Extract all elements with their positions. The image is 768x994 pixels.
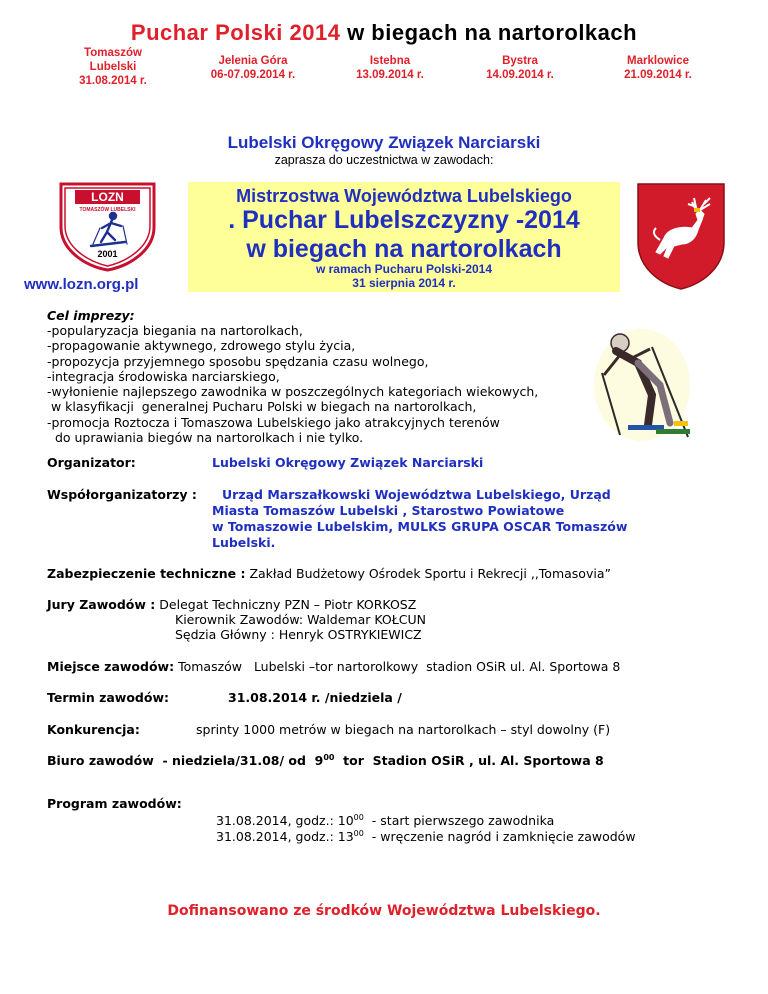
venue-marklowice xyxy=(608,54,708,82)
competition-value-row xyxy=(196,722,610,737)
program-label: Program zawodów: xyxy=(47,796,182,811)
program-time: 31.08.2014, godz.: 10 xyxy=(216,813,354,829)
program-item xyxy=(216,813,554,828)
goal-item: -wyłonienie najlepszego zawodnika w poszczególnych kategoriach wiekowych, xyxy=(47,384,539,400)
place-value: Tomaszów Lubelski –tor nartorolkowy stadion OSiR ul. Al. Sportowa 8 xyxy=(178,659,621,674)
coorganizers-line1 xyxy=(222,487,611,502)
competition-value: sprinty 1000 metrów w biegach na nartorolkach – styl dowolny (F) xyxy=(196,722,611,737)
coorganizers-line4 xyxy=(212,535,275,550)
invite-text: zaprasza do uczestnictwa w zawodach: xyxy=(274,153,494,167)
website-link[interactable]: www.lozn.org.pl xyxy=(24,276,139,293)
jury-line: Kierownik Zawodów: Waldemar KOŁCUN xyxy=(175,612,426,627)
venue-date: 14.09.2014 r. xyxy=(486,69,554,81)
cup-title-line1: . Puchar Lubelszczyzny -2014 xyxy=(228,206,580,234)
office-row xyxy=(47,753,604,768)
security-label: Zabezpieczenie techniczne : xyxy=(47,566,246,581)
goal-item: -propagowanie aktywnego, zdrowego stylu życia, xyxy=(47,338,356,354)
goal-item: -promocja Roztocza i Tomaszowa Lubelskiego jako atrakcyjnych terenów xyxy=(47,414,500,430)
coorganizers-text: Urząd Marszałkowski Województwa Lubelskiego, Urząd xyxy=(222,487,611,502)
venue-jelenia-gora xyxy=(198,54,308,82)
term-row xyxy=(47,690,169,705)
jury-label: Jury Zawodów : xyxy=(47,597,156,612)
event-subtitle xyxy=(188,262,620,290)
program-label-row xyxy=(47,796,182,811)
venue-date: 31.08.2014 r. xyxy=(79,75,147,87)
title-red: Puchar Polski 2014 xyxy=(130,20,341,45)
goal-item: w klasyfikacji generalnej Pucharu Polski w biegach na nartorolkach, xyxy=(47,399,477,415)
funding-note: Dofinansowano ze środków Województwa Lubelskiego. xyxy=(167,903,601,919)
program-desc: - start pierwszego zawodnika xyxy=(363,813,555,829)
jury-line: Sędzia Główny : Henryk OSTRYKIEWICZ xyxy=(175,627,422,642)
goals-title: Cel imprezy: xyxy=(47,308,135,323)
logo-year: 2001 xyxy=(97,249,118,259)
goal-item: do uprawiania biegów na nartorolkach i nie tylko. xyxy=(47,430,364,446)
rollerskier-illustration xyxy=(590,325,695,445)
jury-line: Delegat Techniczny PZN – Piotr KORKOSZ xyxy=(159,597,417,612)
venue-bystra xyxy=(470,54,570,82)
cup-title-line2: w biegach na nartorolkach xyxy=(246,235,562,263)
logo-acronym: LOZN xyxy=(91,190,124,204)
jury-line3-row xyxy=(175,627,422,642)
page-title xyxy=(0,20,768,46)
coorganizers-label-row xyxy=(47,487,197,502)
coorganizers-text: w Tomaszowie Lubelskim, MULKS GRUPA OSCAR Tomaszów xyxy=(212,519,628,534)
venue-istebna xyxy=(340,54,440,82)
venue-name: Marklowice xyxy=(627,55,689,67)
coorganizers-line3 xyxy=(212,519,627,534)
organizer-label: Organizator: xyxy=(47,455,136,470)
security-row xyxy=(47,566,611,581)
program-item xyxy=(216,829,636,844)
goal-item: -integracja środowiska narciarskiego, xyxy=(47,368,280,384)
venue-date: 21.09.2014 r. xyxy=(624,69,692,81)
venue-name: Jelenia Góra xyxy=(218,55,288,67)
venue-name: Bystra xyxy=(502,55,538,67)
championship-title: Mistrzostwa Województwa Lubelskiego xyxy=(236,186,572,206)
jury-line2-row xyxy=(175,612,426,627)
competition-row xyxy=(47,722,140,737)
goals-list xyxy=(47,323,538,445)
competition-label: Konkurencja: xyxy=(47,722,140,737)
place-row xyxy=(47,659,620,674)
jury-row xyxy=(47,597,416,612)
goal-item: -popularyzacja biegania na nartorolkach, xyxy=(47,323,303,338)
within-text: w ramach Pucharu Polski-2014 xyxy=(315,262,493,276)
venue-date: 06-07.09.2014 r. xyxy=(210,69,296,81)
venue-name: Tomaszów xyxy=(84,47,142,59)
coorganizers-text: Lubelski. xyxy=(212,535,276,550)
office-sup: 00 xyxy=(323,753,335,762)
venue-name-2: Lubelski xyxy=(89,61,137,73)
venue-date: 13.09.2014 r. xyxy=(356,69,424,81)
coorganizers-label: Współorganizatorzy : xyxy=(47,487,197,502)
organizer-value: Lubelski Okręgowy Związek Narciarski xyxy=(212,455,484,470)
coorganizers-line2 xyxy=(212,503,564,518)
term-value: 31.08.2014 r. /niedziela / xyxy=(228,690,402,705)
goal-item: -propozycja przyjemnego sposobu spędzania czasu wolnego, xyxy=(47,353,429,369)
organizer-heading: Lubelski Okręgowy Związek Narciarski xyxy=(227,133,541,152)
event-date: 31 sierpnia 2014 r. xyxy=(352,276,456,290)
lozn-logo xyxy=(55,182,160,272)
coat-of-arms xyxy=(634,180,728,292)
program-time-sup: 00 xyxy=(353,813,364,822)
logo-subtitle: TOMASZÓW LUBELSKI xyxy=(79,207,136,213)
title-black: w biegach na nartorolkach xyxy=(340,20,638,45)
organizer-row xyxy=(47,455,136,470)
coorganizers-text: Miasta Tomaszów Lubelski , Starostwo Powiatowe xyxy=(212,503,565,518)
venue-tomaszow xyxy=(78,46,148,88)
office-text: Biuro zawodów - niedziela/31.08/ od 9 xyxy=(47,753,324,769)
term-value-row xyxy=(228,690,402,705)
program-desc: - wręczenie nagród i zamknięcie zawodów xyxy=(363,829,636,845)
program-time-sup: 00 xyxy=(353,829,364,838)
place-label: Miejsce zawodów: xyxy=(47,659,175,674)
venue-name: Istebna xyxy=(369,55,411,67)
organizer-value-row xyxy=(212,455,483,470)
program-time: 31.08.2014, godz.: 13 xyxy=(216,829,354,845)
office-rest: tor Stadion OSiR , ul. Al. Sportowa 8 xyxy=(334,753,604,769)
term-label: Termin zawodów: xyxy=(47,690,169,705)
security-value: Zakład Budżetowy Ośrodek Sportu i Rekrecji ,,Tomasovia” xyxy=(249,566,611,581)
